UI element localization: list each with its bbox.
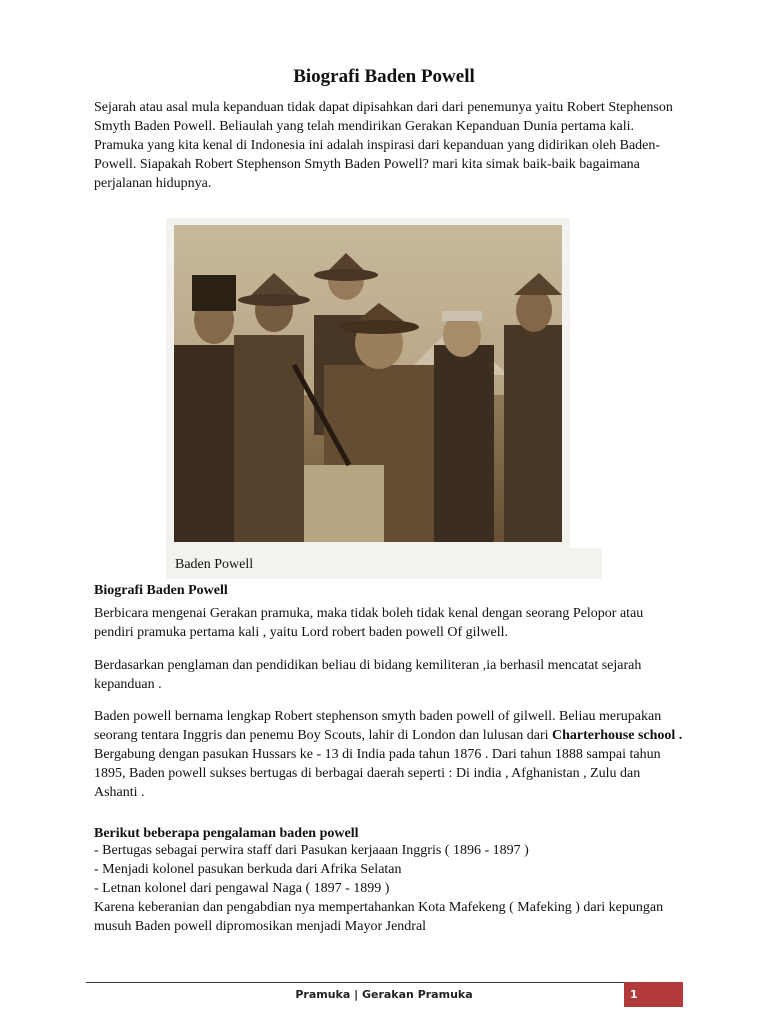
photo-caption: Baden Powell [175,557,254,572]
riwayat-text-start: Baden powell bernama lengkap Robert stephenson smyth baden powell of gilwell. Beliau merupakan seorang tentara Inggris dan penemu Boy Scouts, lahir di London dan lulusan dari [94,709,662,743]
experience-list [94,841,684,936]
list-item: - Letnan kolonel dari pengawal Naga ( 1897 - 1899 ) [94,881,390,896]
list-item: - Menjadi kolonel pasukan berkuda dari Afrika Selatan [94,862,402,877]
paragraph-pelopor: Berbicara mengenai Gerakan pramuka, maka tidak boleh tidak kenal dengan seorang Pelopor atau pendiri pramuka pertama kali , yaitu Lord robert baden powell Of gilwell. [94,606,644,640]
footer-title: Pramuka | Gerakan Pramuka [295,988,473,1001]
paragraph-riwayat [94,707,684,802]
page-title: Biografi Baden Powell [293,66,475,87]
riwayat-text-end: Bergabung dengan pasukan Hussars ke - 13 di India pada tahun 1876 . Dari tahun 1888 sampai tahun 1895, Baden powell sukses bertugas di berbagai daerah seperti : Di india , Afghanistan , Zulu dan Ashanti . [94,747,661,800]
paragraph-pengalaman: Berdasarkan penglaman dan pendidikan beliau di bidang kemiliteran ,ia berhasil mencatat sejarah kepanduan . [94,658,642,692]
list-item: - Bertugas sebagai perwira staff dari Pasukan kerjaaan Inggris ( 1896 - 1897 ) [94,843,529,858]
footer-divider [86,982,683,983]
section-heading-pengalaman: Berikut beberapa pengalaman baden powell [94,826,359,841]
section-heading-biografi: Biografi Baden Powell [94,583,228,598]
scouts-group-image [174,225,562,542]
intro-paragraph: Sejarah atau asal mula kepanduan tidak dapat dipisahkan dari dari penemunya yaitu Robert Stephenson Smyth Baden Powell. Beliaulah yang telah mendirikan Gerakan Kepanduan Dunia pertama kali. Pramuka yang kita kenal di Indonesia ini adalah inspirasi dari kepanduan yang didirikan oleh Baden-Powell. Siapakah Robert Stephenson Smyth Baden Powell? mari kita simak baik-baik bagaimana perjalanan hidupnya. [94,100,673,191]
charterhouse-school: Charterhouse school . [552,728,683,743]
closing-paragraph: Karena keberanian dan pengabdian nya mempertahankan Kota Mafekeng ( Mafeking ) dari kepungan musuh Baden powell dipromosikan menjadi Mayor Jendral [94,900,664,934]
page-number: 1 [630,988,638,1001]
baden-powell-photo [174,225,562,542]
